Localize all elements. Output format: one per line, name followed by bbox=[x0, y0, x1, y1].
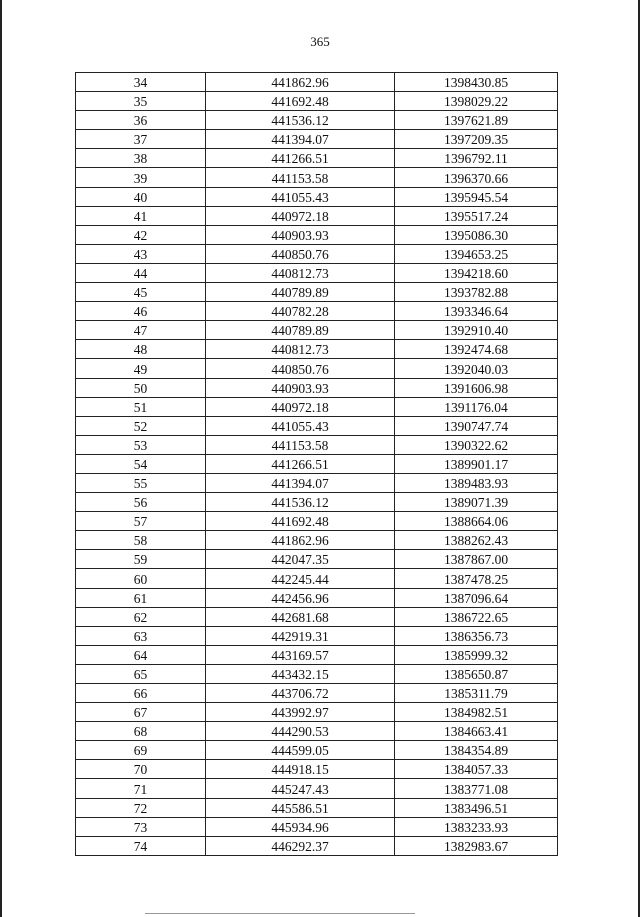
table-row bbox=[76, 397, 558, 416]
x-coordinate-cell: 441055.43 bbox=[206, 187, 395, 206]
point-number-cell: 50 bbox=[76, 378, 206, 397]
y-coordinate-cell: 1393346.64 bbox=[395, 302, 558, 321]
table-row bbox=[76, 244, 558, 263]
y-coordinate-cell: 1386356.73 bbox=[395, 626, 558, 645]
x-coordinate-cell: 440850.76 bbox=[206, 244, 395, 263]
table-row bbox=[76, 493, 558, 512]
x-coordinate-cell: 440812.73 bbox=[206, 263, 395, 282]
y-coordinate-cell: 1395517.24 bbox=[395, 206, 558, 225]
y-coordinate-cell: 1398029.22 bbox=[395, 92, 558, 111]
table-row bbox=[76, 722, 558, 741]
table-row bbox=[76, 645, 558, 664]
x-coordinate-cell: 441862.96 bbox=[206, 531, 395, 550]
table-row bbox=[76, 607, 558, 626]
point-number-cell: 68 bbox=[76, 722, 206, 741]
x-coordinate-cell: 441266.51 bbox=[206, 149, 395, 168]
y-coordinate-cell: 1390747.74 bbox=[395, 416, 558, 435]
table-row bbox=[76, 626, 558, 645]
table-row bbox=[76, 817, 558, 836]
x-coordinate-cell: 443992.97 bbox=[206, 703, 395, 722]
table-row bbox=[76, 550, 558, 569]
point-number-cell: 58 bbox=[76, 531, 206, 550]
point-number-cell: 45 bbox=[76, 283, 206, 302]
point-number-cell: 66 bbox=[76, 684, 206, 703]
point-number-cell: 62 bbox=[76, 607, 206, 626]
point-number-cell: 72 bbox=[76, 798, 206, 817]
y-coordinate-cell: 1395945.54 bbox=[395, 187, 558, 206]
table-row bbox=[76, 798, 558, 817]
y-coordinate-cell: 1385999.32 bbox=[395, 645, 558, 664]
point-number-cell: 63 bbox=[76, 626, 206, 645]
y-coordinate-cell: 1391176.04 bbox=[395, 397, 558, 416]
table-row bbox=[76, 416, 558, 435]
table-row bbox=[76, 588, 558, 607]
x-coordinate-cell: 442919.31 bbox=[206, 626, 395, 645]
point-number-cell: 55 bbox=[76, 473, 206, 492]
x-coordinate-cell: 440972.18 bbox=[206, 206, 395, 225]
x-coordinate-cell: 440789.89 bbox=[206, 283, 395, 302]
x-coordinate-cell: 446292.37 bbox=[206, 836, 395, 855]
x-coordinate-cell: 441536.12 bbox=[206, 111, 395, 130]
table-row bbox=[76, 206, 558, 225]
point-number-cell: 67 bbox=[76, 703, 206, 722]
point-number-cell: 41 bbox=[76, 206, 206, 225]
bottom-rule bbox=[145, 913, 415, 914]
x-coordinate-cell: 441153.58 bbox=[206, 435, 395, 454]
y-coordinate-cell: 1387096.64 bbox=[395, 588, 558, 607]
x-coordinate-cell: 443169.57 bbox=[206, 645, 395, 664]
y-coordinate-cell: 1392474.68 bbox=[395, 340, 558, 359]
y-coordinate-cell: 1384354.89 bbox=[395, 741, 558, 760]
x-coordinate-cell: 442681.68 bbox=[206, 607, 395, 626]
y-coordinate-cell: 1398430.85 bbox=[395, 73, 558, 92]
table-row bbox=[76, 263, 558, 282]
point-number-cell: 57 bbox=[76, 512, 206, 531]
table-row bbox=[76, 473, 558, 492]
y-coordinate-cell: 1389071.39 bbox=[395, 493, 558, 512]
x-coordinate-cell: 440782.28 bbox=[206, 302, 395, 321]
point-number-cell: 34 bbox=[76, 73, 206, 92]
point-number-cell: 48 bbox=[76, 340, 206, 359]
y-coordinate-cell: 1386722.65 bbox=[395, 607, 558, 626]
y-coordinate-cell: 1388664.06 bbox=[395, 512, 558, 531]
y-coordinate-cell: 1390322.62 bbox=[395, 435, 558, 454]
y-coordinate-cell: 1394218.60 bbox=[395, 263, 558, 282]
table-row bbox=[76, 73, 558, 92]
point-number-cell: 38 bbox=[76, 149, 206, 168]
table-row bbox=[76, 168, 558, 187]
point-number-cell: 61 bbox=[76, 588, 206, 607]
x-coordinate-cell: 440972.18 bbox=[206, 397, 395, 416]
y-coordinate-cell: 1382983.67 bbox=[395, 836, 558, 855]
table-row bbox=[76, 531, 558, 550]
x-coordinate-cell: 444599.05 bbox=[206, 741, 395, 760]
point-number-cell: 53 bbox=[76, 435, 206, 454]
x-coordinate-cell: 440812.73 bbox=[206, 340, 395, 359]
x-coordinate-cell: 441394.07 bbox=[206, 473, 395, 492]
x-coordinate-cell: 445247.43 bbox=[206, 779, 395, 798]
x-coordinate-cell: 441692.48 bbox=[206, 512, 395, 531]
y-coordinate-cell: 1389901.17 bbox=[395, 454, 558, 473]
x-coordinate-cell: 442245.44 bbox=[206, 569, 395, 588]
table-row bbox=[76, 569, 558, 588]
point-number-cell: 36 bbox=[76, 111, 206, 130]
point-number-cell: 39 bbox=[76, 168, 206, 187]
table-row bbox=[76, 359, 558, 378]
x-coordinate-cell: 441862.96 bbox=[206, 73, 395, 92]
table-row bbox=[76, 149, 558, 168]
y-coordinate-cell: 1388262.43 bbox=[395, 531, 558, 550]
table-row bbox=[76, 187, 558, 206]
point-number-cell: 71 bbox=[76, 779, 206, 798]
y-coordinate-cell: 1384663.41 bbox=[395, 722, 558, 741]
y-coordinate-cell: 1389483.93 bbox=[395, 473, 558, 492]
point-number-cell: 35 bbox=[76, 92, 206, 111]
point-number-cell: 65 bbox=[76, 664, 206, 683]
point-number-cell: 70 bbox=[76, 760, 206, 779]
table-row bbox=[76, 111, 558, 130]
table-row bbox=[76, 664, 558, 683]
point-number-cell: 73 bbox=[76, 817, 206, 836]
y-coordinate-cell: 1384982.51 bbox=[395, 703, 558, 722]
x-coordinate-cell: 441692.48 bbox=[206, 92, 395, 111]
y-coordinate-cell: 1393782.88 bbox=[395, 283, 558, 302]
y-coordinate-cell: 1387867.00 bbox=[395, 550, 558, 569]
table-row bbox=[76, 779, 558, 798]
y-coordinate-cell: 1384057.33 bbox=[395, 760, 558, 779]
point-number-cell: 54 bbox=[76, 454, 206, 473]
table-row bbox=[76, 741, 558, 760]
table-row bbox=[76, 340, 558, 359]
x-coordinate-cell: 444918.15 bbox=[206, 760, 395, 779]
point-number-cell: 52 bbox=[76, 416, 206, 435]
point-number-cell: 40 bbox=[76, 187, 206, 206]
x-coordinate-cell: 445586.51 bbox=[206, 798, 395, 817]
y-coordinate-cell: 1383496.51 bbox=[395, 798, 558, 817]
point-number-cell: 47 bbox=[76, 321, 206, 340]
x-coordinate-cell: 443706.72 bbox=[206, 684, 395, 703]
coordinate-table bbox=[75, 72, 558, 856]
point-number-cell: 49 bbox=[76, 359, 206, 378]
point-number-cell: 59 bbox=[76, 550, 206, 569]
point-number-cell: 46 bbox=[76, 302, 206, 321]
y-coordinate-cell: 1385650.87 bbox=[395, 664, 558, 683]
table-row bbox=[76, 454, 558, 473]
x-coordinate-cell: 442047.35 bbox=[206, 550, 395, 569]
point-number-cell: 60 bbox=[76, 569, 206, 588]
x-coordinate-cell: 441266.51 bbox=[206, 454, 395, 473]
x-coordinate-cell: 440789.89 bbox=[206, 321, 395, 340]
x-coordinate-cell: 445934.96 bbox=[206, 817, 395, 836]
table-row bbox=[76, 92, 558, 111]
table-row bbox=[76, 684, 558, 703]
table-row bbox=[76, 130, 558, 149]
table-row bbox=[76, 435, 558, 454]
y-coordinate-cell: 1392040.03 bbox=[395, 359, 558, 378]
y-coordinate-cell: 1387478.25 bbox=[395, 569, 558, 588]
x-coordinate-cell: 441055.43 bbox=[206, 416, 395, 435]
point-number-cell: 37 bbox=[76, 130, 206, 149]
point-number-cell: 42 bbox=[76, 225, 206, 244]
y-coordinate-cell: 1392910.40 bbox=[395, 321, 558, 340]
x-coordinate-cell: 440903.93 bbox=[206, 225, 395, 244]
point-number-cell: 64 bbox=[76, 645, 206, 664]
y-coordinate-cell: 1394653.25 bbox=[395, 244, 558, 263]
table-row bbox=[76, 283, 558, 302]
y-coordinate-cell: 1391606.98 bbox=[395, 378, 558, 397]
x-coordinate-cell: 442456.96 bbox=[206, 588, 395, 607]
table-row bbox=[76, 760, 558, 779]
point-number-cell: 43 bbox=[76, 244, 206, 263]
point-number-cell: 51 bbox=[76, 397, 206, 416]
y-coordinate-cell: 1396792.11 bbox=[395, 149, 558, 168]
table-row bbox=[76, 836, 558, 855]
point-number-cell: 44 bbox=[76, 263, 206, 282]
table-row bbox=[76, 512, 558, 531]
table-row bbox=[76, 302, 558, 321]
x-coordinate-cell: 441153.58 bbox=[206, 168, 395, 187]
y-coordinate-cell: 1396370.66 bbox=[395, 168, 558, 187]
x-coordinate-cell: 444290.53 bbox=[206, 722, 395, 741]
page-number: 365 bbox=[310, 34, 330, 49]
coordinate-table-body bbox=[76, 73, 558, 856]
y-coordinate-cell: 1397209.35 bbox=[395, 130, 558, 149]
point-number-cell: 74 bbox=[76, 836, 206, 855]
page-edge-left bbox=[0, 0, 2, 917]
table-row bbox=[76, 225, 558, 244]
x-coordinate-cell: 443432.15 bbox=[206, 664, 395, 683]
table-row bbox=[76, 321, 558, 340]
x-coordinate-cell: 440903.93 bbox=[206, 378, 395, 397]
x-coordinate-cell: 441394.07 bbox=[206, 130, 395, 149]
y-coordinate-cell: 1395086.30 bbox=[395, 225, 558, 244]
point-number-cell: 69 bbox=[76, 741, 206, 760]
table-row bbox=[76, 378, 558, 397]
y-coordinate-cell: 1383233.93 bbox=[395, 817, 558, 836]
x-coordinate-cell: 440850.76 bbox=[206, 359, 395, 378]
x-coordinate-cell: 441536.12 bbox=[206, 493, 395, 512]
y-coordinate-cell: 1397621.89 bbox=[395, 111, 558, 130]
point-number-cell: 56 bbox=[76, 493, 206, 512]
y-coordinate-cell: 1383771.08 bbox=[395, 779, 558, 798]
y-coordinate-cell: 1385311.79 bbox=[395, 684, 558, 703]
table-row bbox=[76, 703, 558, 722]
